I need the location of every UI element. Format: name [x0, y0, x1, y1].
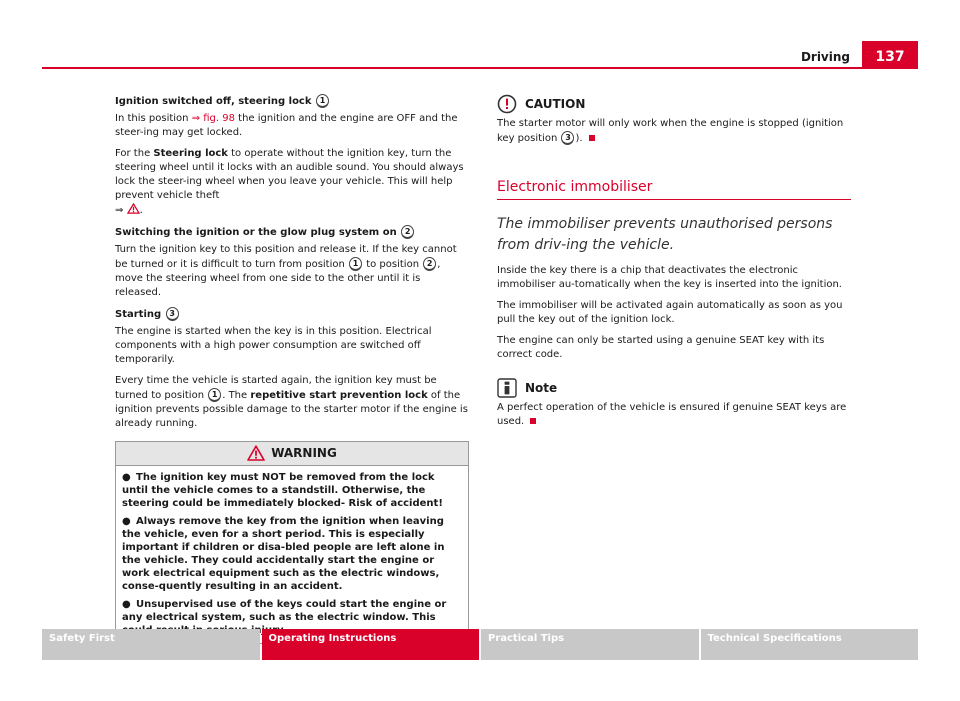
steering-lock-paragraph-2: For the Steering lock to operate without the ignition key, turn the steering wheel until it locks with an audible sound. You should always lock the steer-ing wheel when you leave your vehicle. This will help prevent vehicle theft ⇒ .: [115, 148, 464, 216]
warning-triangle-icon: [247, 445, 265, 461]
header-rule: [42, 67, 918, 69]
immobiliser-paragraph-2: The immobiliser will be activated again automatically as soon as you pull the key out of the ignition lock.: [497, 300, 843, 325]
ignition-on-heading: Switching the ignition or the glow plug system on 2: [115, 225, 469, 240]
info-icon: [497, 378, 517, 398]
position-1-badge: 1: [316, 94, 329, 108]
steering-lock-heading: Ignition switched off, steering lock 1: [115, 94, 469, 109]
position-2-badge: 2: [423, 257, 436, 271]
ignition-on-paragraph: Turn the ignition key to this position and release it. If the key cannot be turned or it is difficult to turn from position 1 to position 2 , move the steering wheel from one side to the other until it is released.: [115, 244, 457, 298]
end-of-section-marker: [530, 418, 536, 424]
position-1-badge: 1: [349, 257, 362, 271]
caution-header: [497, 94, 851, 114]
note-title: Note: [525, 381, 558, 395]
starting-heading: Starting 3: [115, 307, 469, 322]
position-3-badge: 3: [166, 307, 179, 321]
section-title: Electronic immobiliser: [497, 180, 851, 200]
footer-nav: [42, 629, 918, 660]
page-number: 137: [862, 41, 918, 68]
footer-tab-safety-first[interactable]: Safety First: [42, 629, 260, 660]
caution-title: CAUTION: [525, 97, 586, 111]
caution-text: The starter motor will only work when the engine is stopped (ignition key position 3 ).: [497, 118, 844, 144]
footer-tab-practical-tips[interactable]: Practical Tips: [481, 629, 699, 660]
warning-reference-link[interactable]: ⇒: [115, 205, 140, 216]
starting-paragraph-2: Every time the vehicle is started again, the ignition key must be turned to position 1 . The repetitive start prevention lock of the ignition prevents possible damage to the starter motor if the engine is already running.: [115, 375, 468, 429]
warning-item: ● Always remove the key from the ignition when leaving the vehicle, even for a short period. This is especially important if children or disa-bled people are left alone in the vehicle. They could accidentally start the engine or work electrical equipment such as the electric windows, conse-quently resulting in an accident.: [122, 516, 445, 592]
warning-box: [115, 441, 469, 644]
steering-lock-paragraph-1: In this position ⇒ fig. 98 the ignition and the engine are OFF and the steer-ing may get locked.: [115, 113, 458, 138]
end-of-section-marker: [589, 135, 595, 141]
footer-tab-technical-specifications[interactable]: Technical Specifications: [701, 629, 919, 660]
figure-98-link[interactable]: ⇒ fig. 98: [191, 113, 235, 124]
position-1-badge: 1: [208, 388, 221, 402]
warning-item: ● Unsupervised use of the keys could start the engine or any electrical system, such as the electric window. This: [122, 599, 447, 623]
warning-body: [116, 466, 468, 643]
note-text: A perfect operation of the vehicle is ensured if genuine SEAT keys are used.: [497, 402, 847, 427]
warning-title: WARNING: [271, 446, 337, 460]
footer-tab-operating-instructions[interactable]: Operating Instructions: [262, 629, 480, 660]
immobiliser-paragraph-3: The engine can only be started using a genuine SEAT key with its correct code.: [497, 335, 825, 360]
warning-item: ● The ignition key must NOT be removed from the lock until the vehicle comes to a standstill. Otherwise, the steering could be immediately blocked- Risk of accident!: [122, 472, 443, 509]
left-column: [115, 94, 469, 644]
immobiliser-paragraph-1: Inside the key there is a chip that deactivates the electronic immobiliser au-tomatically when the key is inserted into the ignition.: [497, 265, 842, 290]
right-column: [497, 94, 851, 436]
section-lead: The immobiliser prevents unauthorised persons from driv-ing the vehicle.: [497, 216, 833, 253]
header-title: Driving: [800, 50, 850, 64]
starting-paragraph-1: The engine is started when the key is in this position. Electrical components with a high power consumption are switched off temporarily.: [115, 326, 432, 365]
caution-exclamation-icon: [497, 94, 517, 114]
warning-header: [116, 442, 468, 466]
position-3-badge: 3: [561, 131, 574, 145]
note-header: [497, 378, 851, 398]
position-2-badge: 2: [401, 225, 414, 239]
warning-triangle-icon: [127, 203, 140, 214]
